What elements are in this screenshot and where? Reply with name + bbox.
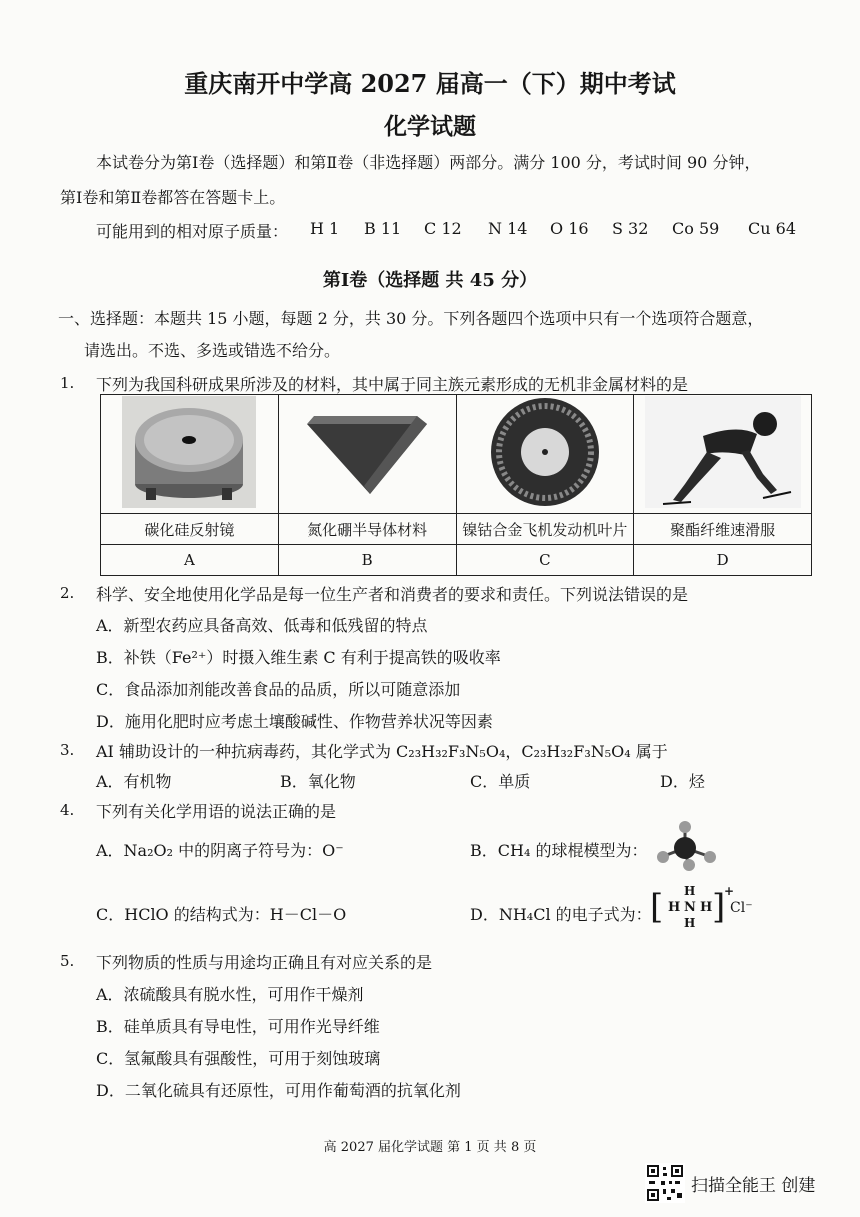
q1-letter-b: B [278, 545, 456, 576]
chloride-ion: Cl⁻ [730, 900, 753, 916]
exam-title: 重庆南开中学高 2027 届高一（下）期中考试 [184, 69, 676, 98]
atomic-mass-line [96, 219, 816, 241]
q5-option-d: D．二氧化硫具有还原性，可用作葡萄酒的抗氧化剂 [96, 1081, 461, 1100]
q2-stem: 科学、安全地使用化学品是每一位生产者和消费者的要求和责任。下列说法错误的是 [96, 585, 689, 604]
q1-image-cell-d [634, 395, 812, 514]
q3-option-d: D．烃 [660, 772, 705, 791]
atomic-mass-Co: Co 59 [672, 219, 720, 238]
atomic-mass-B: B 11 [364, 219, 402, 238]
electron-h-left: H [668, 900, 681, 915]
q4-option-b: B．CH₄ 的球棍模型为： [470, 841, 648, 860]
q3-number: 3. [60, 741, 75, 759]
section-instruction-1: 一、选择题：本题共 15 小题，每题 2 分，共 30 分。下列各题四个选项中只有一个选项符合题意， [58, 309, 764, 328]
right-bracket: ] [712, 887, 726, 927]
q1-stem: 下列为我国科研成果所涉及的材料，其中属于同主族元素形成的无机非金属材料的是 [96, 375, 689, 394]
q1-letter-d: D [634, 545, 812, 576]
nh4cl-electron-formula [650, 884, 760, 934]
q5-number: 5. [60, 952, 75, 970]
boron-nitride-material-image [292, 402, 442, 502]
q2-option-c: C．食品添加剂能改善食品的品质，所以可随意添加 [96, 680, 461, 699]
scanner-watermark: 扫描全能王 创建 [691, 1176, 816, 1196]
q3-option-a: A．有机物 [96, 772, 172, 791]
q1-caption-c: 镍钴合金飞机发动机叶片 [456, 514, 634, 545]
section-heading: 第Ⅰ卷（选择题 共 45 分） [322, 270, 538, 291]
electron-h-bottom: H [684, 916, 696, 930]
electron-h-right: H [700, 900, 713, 915]
q5-stem: 下列物质的性质与用途均正确且有对应关系的是 [96, 953, 433, 972]
silicon-carbide-mirror-image [122, 396, 256, 508]
q1-caption-d: 聚酯纤维速滑服 [634, 514, 812, 545]
qr-code-icon [645, 1163, 685, 1203]
q3-stem: AI 辅助设计的一种抗病毒药，其化学式为 C₂₃H₃₂F₃N₅O₄，C₂₃H₃₂F₃N₅O₄ 属于 [96, 742, 668, 761]
electron-h-top: H [684, 884, 696, 898]
intro-line-2: 第Ⅰ卷和第Ⅱ卷都答在答题卡上。 [60, 188, 286, 207]
q4-option-c: C．HClO 的结构式为：H－Cl－O [96, 905, 347, 924]
left-bracket: [ [650, 887, 664, 927]
q1-caption-a: 碳化硅反射镜 [101, 514, 279, 545]
ch4-ball-stick-model-icon [652, 820, 722, 872]
atomic-mass-label: 可能用到的相对原子质量： [96, 222, 289, 241]
charge-plus: + [724, 884, 735, 898]
q1-caption-b: 氮化硼半导体材料 [278, 514, 456, 545]
atomic-mass-Cu: Cu 64 [748, 219, 796, 238]
atomic-mass-H: H 1 [310, 219, 340, 238]
q1-number: 1. [60, 374, 75, 392]
q4-stem: 下列有关化学用语的说法正确的是 [96, 802, 337, 821]
atomic-mass-O: O 16 [550, 219, 589, 238]
q1-image-cell-a [101, 395, 279, 514]
q5-option-c: C．氢氟酸具有强酸性，可用于刻蚀玻璃 [96, 1049, 381, 1068]
q5-option-b: B．硅单质具有导电性，可用作光导纤维 [96, 1017, 380, 1036]
q4-option-a: A．Na₂O₂ 中的阴离子符号为：O⁻ [96, 841, 344, 860]
atomic-mass-C: C 12 [424, 219, 462, 238]
q1-image-cell-c [456, 395, 634, 514]
atomic-mass-N: N 14 [488, 219, 528, 238]
section-instruction-2: 请选出。不选、多选或错选不给分。 [84, 341, 341, 360]
electron-n: N [684, 900, 696, 915]
q1-materials-table [100, 394, 812, 576]
q4-number: 4. [60, 801, 75, 819]
speed-skater-image [645, 396, 801, 508]
q2-option-a: A．新型农药应具备高效、低毒和低残留的特点 [96, 616, 428, 635]
q1-image-cell-b [278, 395, 456, 514]
turbine-blade-image [470, 396, 620, 508]
q3-option-c: C．单质 [470, 772, 531, 791]
atomic-mass-S: S 32 [612, 219, 649, 238]
q3-option-b: B．氧化物 [280, 772, 356, 791]
q4-option-d: D．NH₄Cl 的电子式为： [470, 905, 652, 924]
q2-option-b: B．补铁（Fe²⁺）时摄入维生素 C 有利于提高铁的吸收率 [96, 648, 501, 667]
intro-line-1: 本试卷分为第Ⅰ卷（选择题）和第Ⅱ卷（非选择题）两部分。满分 100 分，考试时间 90 分钟， [96, 153, 761, 172]
q2-option-d: D．施用化肥时应考虑土壤酸碱性、作物营养状况等因素 [96, 712, 493, 731]
page-footer: 高 2027 届化学试题 第 1 页 共 8 页 [323, 1140, 537, 1155]
q1-letter-c: C [456, 545, 634, 576]
q1-letter-a: A [101, 545, 279, 576]
q5-option-a: A．浓硫酸具有脱水性，可用作干燥剂 [96, 985, 364, 1004]
exam-subtitle: 化学试题 [384, 113, 476, 140]
q2-number: 2. [60, 584, 75, 602]
